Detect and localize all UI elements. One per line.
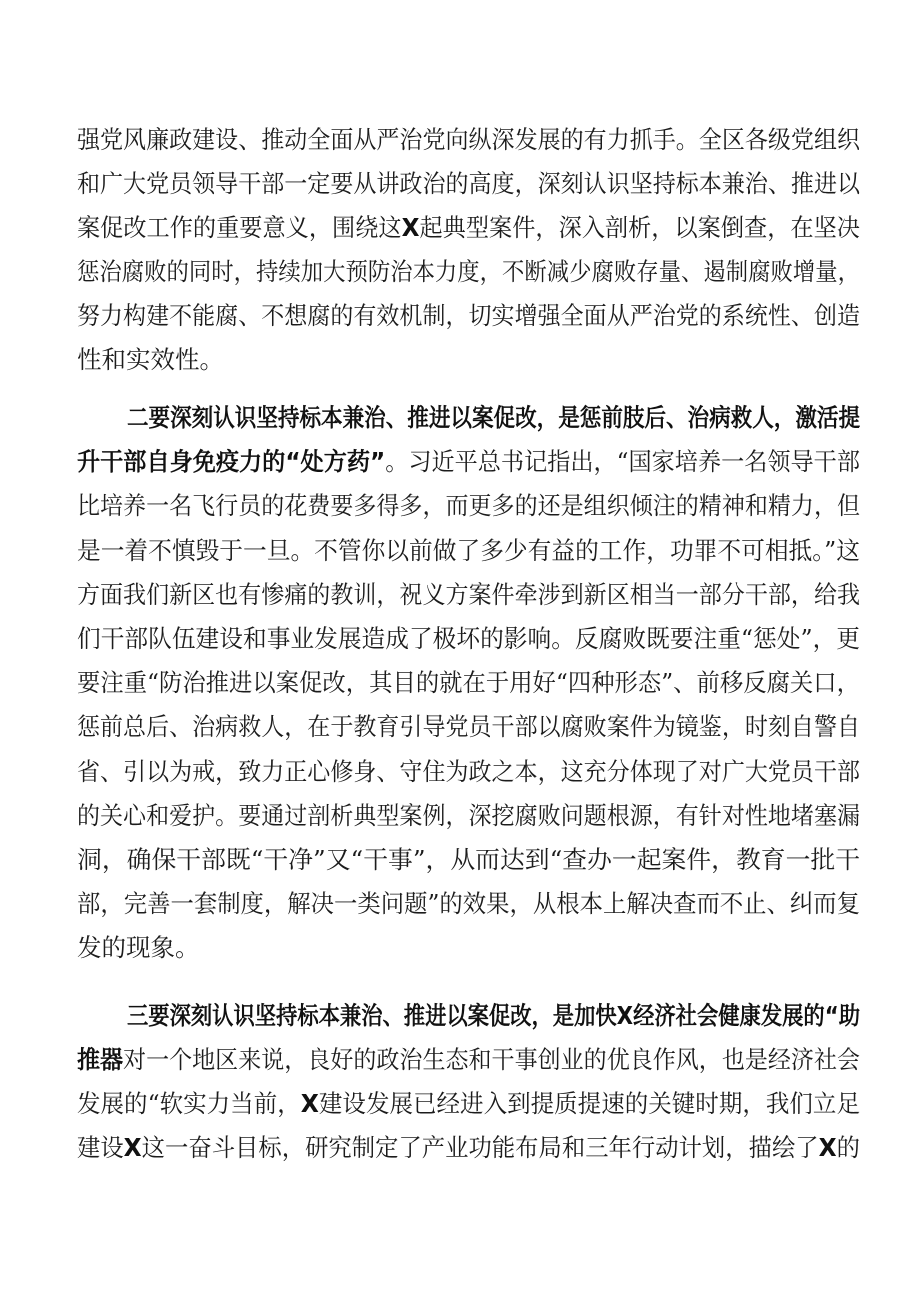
body-text: 努力构建不能腐、不想腐的有效机制，切实增强全面从严治党的系统性、创造	[77, 301, 861, 330]
paragraph-line	[77, 705, 860, 749]
paragraph-line	[77, 529, 860, 573]
paragraph-line	[77, 1038, 860, 1082]
paragraph-line	[77, 484, 860, 528]
body-text: 。习近平总书记指出，“国家培养一名领导干部	[385, 447, 860, 476]
paragraph-line	[77, 794, 860, 838]
body-text: 部，完善一套制度，解决一类问题”的效果，从根本上解决查而不止、纠而复	[77, 889, 861, 918]
body-text: 性和实效性。	[77, 345, 224, 374]
emphasis-text: X	[401, 213, 420, 242]
body-text: 和广大党员领导干部一定要从讲政治的高度，深刻认识坚持标本兼治、推进以	[77, 169, 861, 198]
paragraph-line	[77, 1082, 860, 1126]
body-text: 惩治腐败的同时，持续加大预防治本力度，不断减少腐败存量、遏制腐败增量，	[77, 257, 860, 286]
body-text: 省、引以为戒，致力正心修身、守住为政之本，这充分体现了对广大党员干部	[77, 757, 861, 786]
paragraph-line	[127, 396, 860, 440]
paragraph-line	[127, 994, 860, 1038]
paragraph-line	[77, 750, 860, 794]
paragraph-line	[77, 338, 860, 382]
body-text: 们干部队伍建设和事业发展造成了极坏的影响。反腐败既要注重“惩处”，更	[77, 624, 860, 653]
emphasis-text: X	[123, 1133, 142, 1162]
paragraph-line	[77, 118, 860, 162]
emphasis-text: X	[300, 1089, 319, 1118]
body-text: 是一着不慎毁于一旦。不管你以前做了多少有益的工作，功罪不可相抵。”这	[77, 536, 860, 565]
body-text: 起典型案件，深入剖析，以案倒查，在坚决	[419, 213, 860, 242]
paragraph-line	[77, 294, 860, 338]
paragraph-line	[77, 1126, 860, 1170]
body-text: 发的现象。	[77, 933, 200, 962]
emphasis-text: 推器	[77, 1045, 124, 1074]
emphasis-text: 二要深刻认识坚持标本兼治、推进以案促改，是惩前肢后、治病救人，激活提	[127, 403, 861, 432]
body-text: 惩前总后、治病救人，在于教育引导党员干部以腐败案件为镜鉴，时刻自警自	[77, 712, 861, 741]
paragraph-line	[77, 926, 860, 970]
body-text: 方面我们新区也有惨痛的教训，祝义方案件牵涉到新区相当一部分干部，给我	[77, 580, 861, 609]
body-text: 建设	[77, 1133, 124, 1162]
paragraph-line	[77, 882, 860, 926]
emphasis-text: 升干部自身免疫力的“处方药”	[77, 447, 386, 476]
body-text: 对一个地区来说，良好的政治生态和干事创业的优良作风，也是经济社会	[123, 1045, 861, 1074]
body-text: 强党风廉政建设、推动全面从严治党向纵深发展的有力抓手。全区各级党组织	[77, 125, 861, 154]
paragraph-line	[77, 838, 860, 882]
body-text: 的	[836, 1133, 860, 1162]
emphasis-text: X	[818, 1133, 837, 1162]
body-text: 这一奋斗目标，研究制定了产业功能布局和三年行动计划，描绘了	[141, 1133, 819, 1162]
paragraph-line	[77, 250, 860, 294]
body-text: 比培养一名飞行员的花费要多得多，而更多的还是组织倾注的精神和精力，但	[77, 491, 861, 520]
paragraph-line	[77, 206, 860, 250]
body-text: 案促改工作的重要意义，围绕这	[77, 213, 402, 242]
paragraph-line	[77, 573, 860, 617]
paragraph-line	[77, 162, 860, 206]
body-text: 要注重“防治推进以案促改，其目的就在于用好“四种形态”、前移反腐关口，	[77, 668, 860, 697]
body-text: 洞，确保干部既“干净”又“干事”，从而达到“查办一起案件，教育一批干	[77, 845, 861, 874]
paragraph-line	[77, 661, 860, 705]
body-text: 的关心和爱护。要通过剖析典型案例，深挖腐败问题根源，有针对性地堵塞漏	[77, 801, 861, 830]
paragraph-line	[77, 617, 860, 661]
body-text: 建设发展已经进入到提质提速的关键时期，我们立足	[318, 1089, 860, 1118]
paragraph-line	[77, 440, 860, 484]
body-text: 发展的“软实力当前，	[77, 1089, 301, 1118]
emphasis-text: 三要深刻认识坚持标本兼治、推进以案促改，是加快X经济社会健康发展的“助	[127, 1001, 861, 1030]
